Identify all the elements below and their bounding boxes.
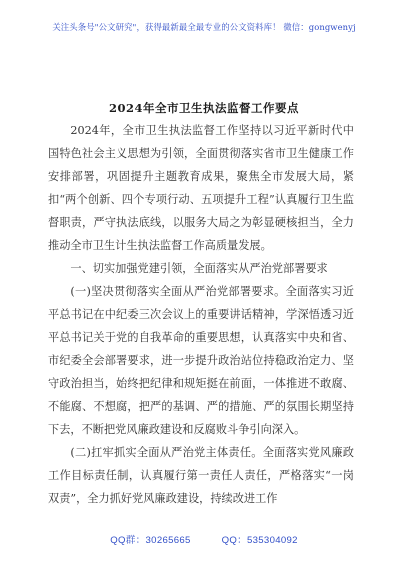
document-title: 2024年全市卫生执法监督工作要点 <box>108 101 299 115</box>
footer-qq: QQ：535304092 <box>221 535 298 546</box>
header-note: 关注头条号"公文研究"，获得最新最全最专业的公文资料库！ 微信：gongwenyj <box>52 22 356 32</box>
paragraph-intro: 2024年，全市卫生执法监督工作坚持以习近平新时代中国特色社会主义思想为引领，全面贯彻落实省市卫生健康工作安排部署，巩固提升主题教育成果，聚焦全市发展大局，紧扣“两个创新、四个专项行动、五项提升工程”认真履行卫生监督职责，严守执法底线，以服务大局之为彰显硬核担当，全力推动全市卫生计生执法监督工作高质量发展。 <box>48 124 354 252</box>
section-heading-1: 一、切实加强党建引领，全面落实从严治党部署要求 <box>70 262 328 275</box>
paragraph-item-2: (二)扛牢抓实全面从严治党主体责任。全面落实党风廉政工作目标责任制，认真履行第一责任人责任，严格落实“一岗双责”，全力抓好党风廉政建设，持续改进工作 <box>48 446 354 505</box>
paragraph-item-1: (一)坚决贯彻落实全面从严治党部署要求。全面落实习近平总书记在中纪委三次会议上的重要讲话精神，学深悟透习近平总书记关于党的自我革命的重要思想，认真落实中央和省、市纪委全会部署要求，进一步提升政治站位持稳政治定力、坚守政治担当，始终把纪律和规矩挺在前面，一体推进不敢腐、不能腐、不想腐，把严的基调、严的措施、严的氛围长期坚持下去，不断把党风廉政建设和反腐败斗争引向深入。 <box>48 285 354 436</box>
footer-contact <box>0 532 408 546</box>
footer-qq-group: QQ群：30265665 <box>110 535 191 546</box>
document-body <box>48 119 354 510</box>
